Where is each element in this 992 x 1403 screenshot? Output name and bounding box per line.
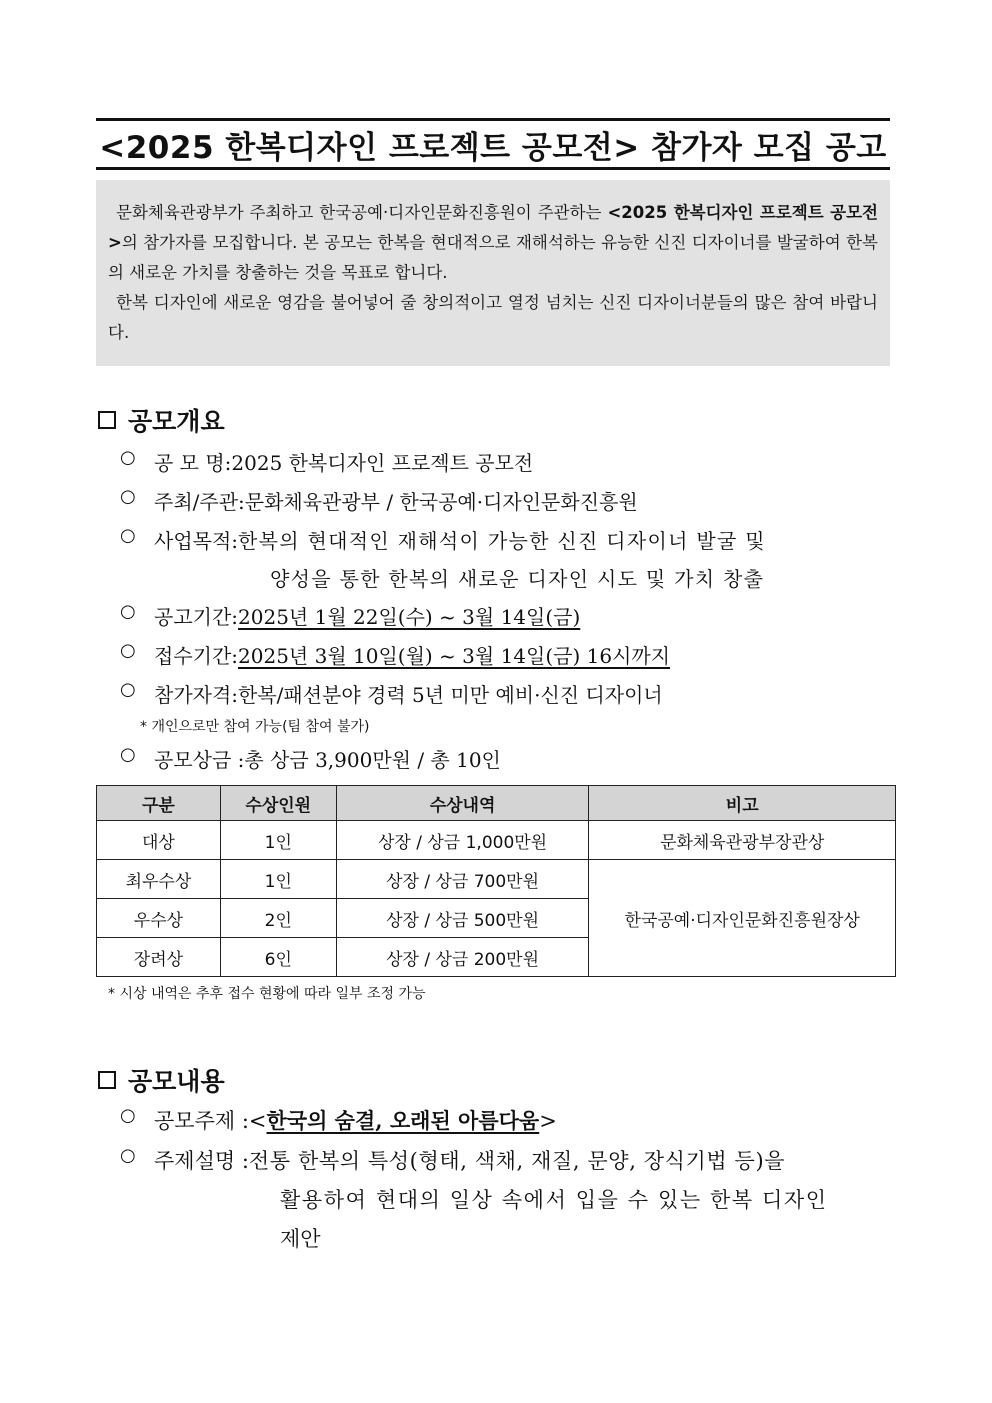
title-box (96, 118, 890, 170)
circle-bullet-icon: ○ (120, 640, 136, 661)
prize-table (96, 785, 896, 977)
intro-paragraph-2: 한복 디자인에 새로운 영감을 불어넣어 줄 창의적이고 열정 넘치는 신진 디자이너분들의 많은 참여 바랍니다. (108, 293, 878, 342)
overview-item-prize: ○ 공모상금 : 총 상금 3,900만원 / 총 10인 (120, 744, 501, 772)
overview-item-name: ○ 공 모 명: 2025 한복디자인 프로젝트 공모전 (120, 447, 534, 475)
page-title: <2025 한복디자인 프로젝트 공모전> 참가자 모집 공고 (99, 129, 887, 166)
table-row (97, 821, 896, 860)
description-line-2: 활용하여 현대의 일상 속에서 입을 수 있는 한복 디자인 (280, 1188, 828, 1212)
table-cell: 대상 (97, 821, 221, 860)
circle-bullet-icon: ○ (120, 486, 136, 507)
table-cell: 2인 (220, 899, 336, 938)
table-cell: 최우수상 (97, 860, 221, 899)
section-heading-overview (98, 402, 225, 438)
theme-value: <한국의 숨결, 오래된 아름다움> (248, 1108, 557, 1133)
column-header: 비고 (589, 786, 896, 821)
overview-item-purpose: ○ 사업목적: 한복의 현대적인 재해석이 가능한 신진 디자이너 발굴 및 (120, 525, 766, 553)
circle-bullet-icon: ○ (120, 744, 136, 765)
table-cell: 1인 (220, 860, 336, 899)
intro-text-a: 문화체육관광부가 주최하고 한국공예·디자인문화진흥원이 주관하는 (116, 203, 608, 222)
content-item-theme: ○ 공모주제 : <한국의 숨결, 오래된 아름다움> (120, 1105, 557, 1133)
table-cell-merged: 한국공예·디자인문화진흥원장상 (589, 860, 896, 977)
square-bullet-icon (98, 411, 116, 429)
intro-text-b: 의 참가자를 모집합니다. 본 공모는 한복을 현대적으로 재해석하는 유능한 신진 디자이너를 발굴하여 한복의 새로운 가치를 창출하는 것을 목표로 합니다. (108, 233, 878, 282)
table-cell: 1인 (220, 821, 336, 860)
table-cell: 장려상 (97, 938, 221, 977)
table-header-row (97, 786, 896, 821)
overview-item-notice-period: ○ 공고기간: 2025년 1월 22일(수) ~ 3월 14일(금) (120, 601, 581, 629)
column-header: 수상내역 (336, 786, 589, 821)
table-cell: 우수상 (97, 899, 221, 938)
column-header: 구분 (97, 786, 221, 821)
overview-item-eligibility: ○ 참가자격: 한복/패션분야 경력 5년 미만 예비·신진 디자이너 (120, 679, 663, 707)
section-heading-content (98, 1062, 225, 1098)
description-line-3: 제안 (280, 1227, 321, 1251)
table-cell: 상장 / 상금 700만원 (336, 860, 589, 899)
circle-bullet-icon: ○ (120, 525, 136, 546)
circle-bullet-icon: ○ (120, 447, 136, 468)
intro-paragraph-1 (108, 198, 878, 288)
theme-title: 한국의 숨결, 오래된 아름다움 (266, 1108, 540, 1133)
overview-item-submission-period: ○ 접수기간: 2025년 3월 10일(월) ~ 3월 14일(금) 16시까지 (120, 640, 671, 668)
circle-bullet-icon: ○ (120, 601, 136, 622)
table-cell: 문화체육관광부장관상 (589, 821, 896, 860)
table-row (97, 860, 896, 899)
column-header: 수상인원 (220, 786, 336, 821)
table-note: * 시상 내역은 추후 접수 현황에 따라 일부 조정 가능 (108, 986, 426, 1002)
overview-item-host: ○ 주최/주관: 문화체육관광부 / 한국공예·디자인문화진흥원 (120, 486, 638, 514)
square-bullet-icon (98, 1071, 116, 1089)
section-title: 공모내용 (128, 1067, 225, 1096)
circle-bullet-icon: ○ (120, 679, 136, 700)
circle-bullet-icon: ○ (120, 1145, 136, 1166)
intro-event-name: <2025 한복디자인 프로젝트 공모전> (108, 203, 878, 252)
table-cell: 상장 / 상금 1,000만원 (336, 821, 589, 860)
overview-item-purpose-continued: 양성을 통한 한복의 새로운 디자인 시도 및 가치 창출 (270, 567, 765, 591)
eligibility-note: * 개인으로만 참여 가능(팀 참여 불가) (140, 719, 370, 735)
table-cell: 상장 / 상금 500만원 (336, 899, 589, 938)
content-item-description: ○ 주제설명 : 전통 한복의 특성(형태, 색채, 재질, 문양, 장식기법 등)을 (120, 1145, 786, 1173)
intro-box (96, 180, 890, 366)
section-title: 공모개요 (128, 407, 225, 436)
table-cell: 상장 / 상금 200만원 (336, 938, 589, 977)
circle-bullet-icon: ○ (120, 1105, 136, 1126)
table-cell: 6인 (220, 938, 336, 977)
